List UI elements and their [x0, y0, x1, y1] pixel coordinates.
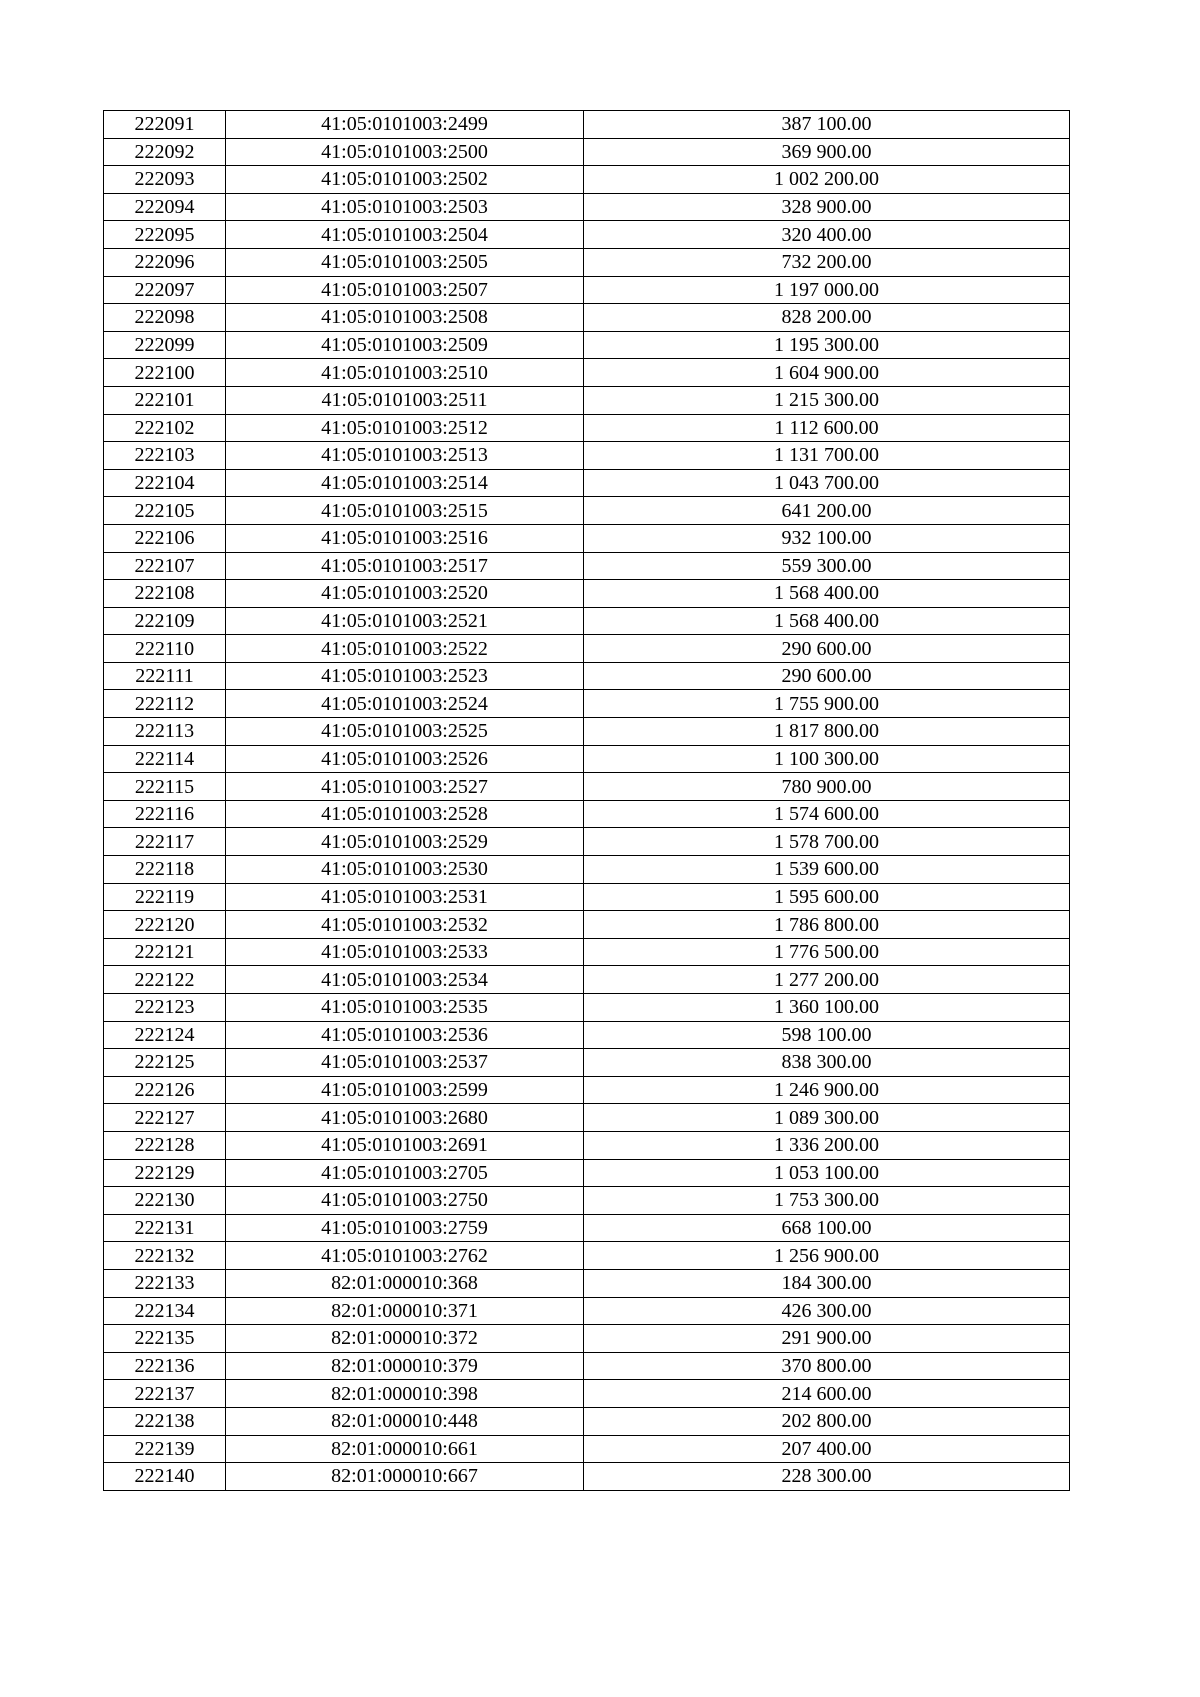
cadastral-number-cell: 41:05:0101003:2500 — [226, 138, 584, 166]
table-row — [104, 1407, 1070, 1435]
row-number-cell: 222094 — [104, 193, 226, 221]
cadastral-number-cell: 41:05:0101003:2533 — [226, 938, 584, 966]
row-number-cell: 222123 — [104, 994, 226, 1022]
table-row — [104, 221, 1070, 249]
table-row — [104, 166, 1070, 194]
cadastral-value-cell: 202 800.00 — [584, 1407, 1070, 1435]
table-row — [104, 1352, 1070, 1380]
table-row — [104, 1076, 1070, 1104]
row-number-cell: 222096 — [104, 248, 226, 276]
row-number-cell: 222097 — [104, 276, 226, 304]
row-number-cell: 222131 — [104, 1214, 226, 1242]
cadastral-value-cell: 1 246 900.00 — [584, 1076, 1070, 1104]
cadastral-number-cell: 41:05:0101003:2524 — [226, 690, 584, 718]
cadastral-number-cell: 41:05:0101003:2517 — [226, 552, 584, 580]
table-row — [104, 1159, 1070, 1187]
cadastral-value-cell: 207 400.00 — [584, 1435, 1070, 1463]
cadastral-number-cell: 82:01:000010:398 — [226, 1380, 584, 1408]
table-row — [104, 359, 1070, 387]
cadastral-number-cell: 41:05:0101003:2526 — [226, 745, 584, 773]
table-row — [104, 111, 1070, 139]
row-number-cell: 222119 — [104, 883, 226, 911]
table-row — [104, 607, 1070, 635]
cadastral-number-cell: 41:05:0101003:2511 — [226, 386, 584, 414]
row-number-cell: 222107 — [104, 552, 226, 580]
cadastral-number-cell: 41:05:0101003:2510 — [226, 359, 584, 387]
cadastral-number-cell: 41:05:0101003:2532 — [226, 911, 584, 939]
cadastral-number-cell: 82:01:000010:368 — [226, 1269, 584, 1297]
cadastral-number-cell: 41:05:0101003:2599 — [226, 1076, 584, 1104]
cadastral-number-cell: 41:05:0101003:2514 — [226, 469, 584, 497]
cadastral-number-cell: 41:05:0101003:2505 — [226, 248, 584, 276]
cadastral-number-cell: 41:05:0101003:2513 — [226, 442, 584, 470]
cadastral-value-cell: 1 215 300.00 — [584, 386, 1070, 414]
table-row — [104, 745, 1070, 773]
table-row — [104, 773, 1070, 801]
table-row — [104, 938, 1070, 966]
table-row — [104, 580, 1070, 608]
row-number-cell: 222127 — [104, 1104, 226, 1132]
row-number-cell: 222126 — [104, 1076, 226, 1104]
cadastral-value-cell: 1 817 800.00 — [584, 718, 1070, 746]
table-row — [104, 442, 1070, 470]
cadastral-number-cell: 41:05:0101003:2521 — [226, 607, 584, 635]
cadastral-value-table — [103, 110, 1070, 1491]
row-number-cell: 222100 — [104, 359, 226, 387]
cadastral-number-cell: 82:01:000010:667 — [226, 1463, 584, 1491]
row-number-cell: 222116 — [104, 800, 226, 828]
cadastral-value-cell: 1 197 000.00 — [584, 276, 1070, 304]
table-row — [104, 1049, 1070, 1077]
table-row — [104, 386, 1070, 414]
table-row — [104, 966, 1070, 994]
row-number-cell: 222110 — [104, 635, 226, 663]
cadastral-number-cell: 41:05:0101003:2528 — [226, 800, 584, 828]
table-row — [104, 1435, 1070, 1463]
row-number-cell: 222108 — [104, 580, 226, 608]
row-number-cell: 222125 — [104, 1049, 226, 1077]
table-body — [104, 111, 1070, 1491]
table-row — [104, 911, 1070, 939]
cadastral-value-cell: 291 900.00 — [584, 1325, 1070, 1353]
cadastral-number-cell: 41:05:0101003:2759 — [226, 1214, 584, 1242]
cadastral-number-cell: 41:05:0101003:2705 — [226, 1159, 584, 1187]
row-number-cell: 222135 — [104, 1325, 226, 1353]
cadastral-value-cell: 184 300.00 — [584, 1269, 1070, 1297]
table-row — [104, 414, 1070, 442]
cadastral-value-cell: 1 568 400.00 — [584, 580, 1070, 608]
cadastral-number-cell: 41:05:0101003:2509 — [226, 331, 584, 359]
cadastral-value-cell: 780 900.00 — [584, 773, 1070, 801]
row-number-cell: 222115 — [104, 773, 226, 801]
cadastral-number-cell: 41:05:0101003:2762 — [226, 1242, 584, 1270]
cadastral-value-cell: 1 336 200.00 — [584, 1131, 1070, 1159]
row-number-cell: 222114 — [104, 745, 226, 773]
row-number-cell: 222092 — [104, 138, 226, 166]
table-row — [104, 1380, 1070, 1408]
table-row — [104, 1131, 1070, 1159]
cadastral-number-cell: 41:05:0101003:2529 — [226, 828, 584, 856]
cadastral-value-cell: 1 089 300.00 — [584, 1104, 1070, 1132]
table-row — [104, 1021, 1070, 1049]
row-number-cell: 222095 — [104, 221, 226, 249]
row-number-cell: 222128 — [104, 1131, 226, 1159]
cadastral-number-cell: 41:05:0101003:2515 — [226, 497, 584, 525]
cadastral-number-cell: 41:05:0101003:2520 — [226, 580, 584, 608]
cadastral-value-cell: 1 131 700.00 — [584, 442, 1070, 470]
cadastral-number-cell: 41:05:0101003:2691 — [226, 1131, 584, 1159]
cadastral-value-cell: 387 100.00 — [584, 111, 1070, 139]
table-row — [104, 994, 1070, 1022]
cadastral-value-cell: 320 400.00 — [584, 221, 1070, 249]
row-number-cell: 222121 — [104, 938, 226, 966]
row-number-cell: 222130 — [104, 1187, 226, 1215]
cadastral-number-cell: 41:05:0101003:2507 — [226, 276, 584, 304]
cadastral-value-cell: 426 300.00 — [584, 1297, 1070, 1325]
table-row — [104, 524, 1070, 552]
table-row — [104, 1214, 1070, 1242]
table-row — [104, 1463, 1070, 1491]
row-number-cell: 222139 — [104, 1435, 226, 1463]
row-number-cell: 222136 — [104, 1352, 226, 1380]
row-number-cell: 222099 — [104, 331, 226, 359]
cadastral-value-cell: 1 277 200.00 — [584, 966, 1070, 994]
table-row — [104, 690, 1070, 718]
cadastral-number-cell: 41:05:0101003:2750 — [226, 1187, 584, 1215]
row-number-cell: 222103 — [104, 442, 226, 470]
cadastral-value-cell: 1 568 400.00 — [584, 607, 1070, 635]
cadastral-number-cell: 41:05:0101003:2508 — [226, 304, 584, 332]
table-row — [104, 497, 1070, 525]
cadastral-number-cell: 41:05:0101003:2523 — [226, 662, 584, 690]
cadastral-number-cell: 41:05:0101003:2502 — [226, 166, 584, 194]
cadastral-value-cell: 214 600.00 — [584, 1380, 1070, 1408]
cadastral-number-cell: 82:01:000010:661 — [226, 1435, 584, 1463]
row-number-cell: 222111 — [104, 662, 226, 690]
table-row — [104, 331, 1070, 359]
cadastral-value-cell: 290 600.00 — [584, 662, 1070, 690]
cadastral-value-cell: 932 100.00 — [584, 524, 1070, 552]
cadastral-value-cell: 1 100 300.00 — [584, 745, 1070, 773]
table-row — [104, 1242, 1070, 1270]
table-row — [104, 138, 1070, 166]
table-row — [104, 635, 1070, 663]
row-number-cell: 222101 — [104, 386, 226, 414]
table-row — [104, 193, 1070, 221]
cadastral-value-cell: 328 900.00 — [584, 193, 1070, 221]
row-number-cell: 222133 — [104, 1269, 226, 1297]
cadastral-number-cell: 41:05:0101003:2504 — [226, 221, 584, 249]
cadastral-value-cell: 369 900.00 — [584, 138, 1070, 166]
cadastral-value-cell: 1 753 300.00 — [584, 1187, 1070, 1215]
cadastral-number-cell: 41:05:0101003:2534 — [226, 966, 584, 994]
cadastral-number-cell: 41:05:0101003:2512 — [226, 414, 584, 442]
table-row — [104, 304, 1070, 332]
cadastral-value-cell: 370 800.00 — [584, 1352, 1070, 1380]
row-number-cell: 222122 — [104, 966, 226, 994]
cadastral-value-cell: 1 786 800.00 — [584, 911, 1070, 939]
table-row — [104, 718, 1070, 746]
row-number-cell: 222137 — [104, 1380, 226, 1408]
row-number-cell: 222132 — [104, 1242, 226, 1270]
cadastral-number-cell: 41:05:0101003:2535 — [226, 994, 584, 1022]
row-number-cell: 222124 — [104, 1021, 226, 1049]
cadastral-number-cell: 41:05:0101003:2680 — [226, 1104, 584, 1132]
cadastral-number-cell: 41:05:0101003:2525 — [226, 718, 584, 746]
table-row — [104, 248, 1070, 276]
cadastral-value-cell: 1 776 500.00 — [584, 938, 1070, 966]
cadastral-number-cell: 41:05:0101003:2531 — [226, 883, 584, 911]
cadastral-value-cell: 559 300.00 — [584, 552, 1070, 580]
table-row — [104, 1325, 1070, 1353]
table-row — [104, 828, 1070, 856]
cadastral-value-cell: 290 600.00 — [584, 635, 1070, 663]
table-row — [104, 1297, 1070, 1325]
row-number-cell: 222091 — [104, 111, 226, 139]
cadastral-value-cell: 228 300.00 — [584, 1463, 1070, 1491]
cadastral-value-cell: 838 300.00 — [584, 1049, 1070, 1077]
cadastral-value-cell: 1 755 900.00 — [584, 690, 1070, 718]
cadastral-value-cell: 1 002 200.00 — [584, 166, 1070, 194]
cadastral-value-cell: 1 539 600.00 — [584, 856, 1070, 884]
cadastral-value-cell: 598 100.00 — [584, 1021, 1070, 1049]
cadastral-value-cell: 668 100.00 — [584, 1214, 1070, 1242]
cadastral-value-cell: 1 578 700.00 — [584, 828, 1070, 856]
cadastral-number-cell: 82:01:000010:379 — [226, 1352, 584, 1380]
cadastral-number-cell: 41:05:0101003:2536 — [226, 1021, 584, 1049]
table-row — [104, 800, 1070, 828]
cadastral-value-cell: 828 200.00 — [584, 304, 1070, 332]
cadastral-number-cell: 41:05:0101003:2516 — [226, 524, 584, 552]
table-row — [104, 469, 1070, 497]
cadastral-value-cell: 1 604 900.00 — [584, 359, 1070, 387]
cadastral-value-cell: 1 195 300.00 — [584, 331, 1070, 359]
cadastral-number-cell: 82:01:000010:371 — [226, 1297, 584, 1325]
cadastral-number-cell: 41:05:0101003:2499 — [226, 111, 584, 139]
table-row — [104, 662, 1070, 690]
table-row — [104, 276, 1070, 304]
row-number-cell: 222106 — [104, 524, 226, 552]
cadastral-value-cell: 1 360 100.00 — [584, 994, 1070, 1022]
cadastral-value-cell: 1 574 600.00 — [584, 800, 1070, 828]
cadastral-number-cell: 82:01:000010:448 — [226, 1407, 584, 1435]
cadastral-number-cell: 82:01:000010:372 — [226, 1325, 584, 1353]
cadastral-value-cell: 1 595 600.00 — [584, 883, 1070, 911]
cadastral-number-cell: 41:05:0101003:2522 — [226, 635, 584, 663]
cadastral-value-cell: 1 112 600.00 — [584, 414, 1070, 442]
table-row — [104, 1104, 1070, 1132]
cadastral-value-cell: 1 053 100.00 — [584, 1159, 1070, 1187]
table-row — [104, 1269, 1070, 1297]
row-number-cell: 222129 — [104, 1159, 226, 1187]
cadastral-number-cell: 41:05:0101003:2530 — [226, 856, 584, 884]
row-number-cell: 222104 — [104, 469, 226, 497]
cadastral-number-cell: 41:05:0101003:2527 — [226, 773, 584, 801]
cadastral-value-cell: 641 200.00 — [584, 497, 1070, 525]
row-number-cell: 222120 — [104, 911, 226, 939]
row-number-cell: 222140 — [104, 1463, 226, 1491]
cadastral-value-cell: 1 256 900.00 — [584, 1242, 1070, 1270]
row-number-cell: 222102 — [104, 414, 226, 442]
cadastral-number-cell: 41:05:0101003:2503 — [226, 193, 584, 221]
row-number-cell: 222098 — [104, 304, 226, 332]
table-row — [104, 856, 1070, 884]
row-number-cell: 222117 — [104, 828, 226, 856]
table-row — [104, 552, 1070, 580]
row-number-cell: 222093 — [104, 166, 226, 194]
cadastral-value-cell: 1 043 700.00 — [584, 469, 1070, 497]
row-number-cell: 222138 — [104, 1407, 226, 1435]
cadastral-value-cell: 732 200.00 — [584, 248, 1070, 276]
row-number-cell: 222134 — [104, 1297, 226, 1325]
row-number-cell: 222113 — [104, 718, 226, 746]
table-row — [104, 1187, 1070, 1215]
row-number-cell: 222105 — [104, 497, 226, 525]
cadastral-number-cell: 41:05:0101003:2537 — [226, 1049, 584, 1077]
row-number-cell: 222109 — [104, 607, 226, 635]
table-row — [104, 883, 1070, 911]
row-number-cell: 222112 — [104, 690, 226, 718]
row-number-cell: 222118 — [104, 856, 226, 884]
